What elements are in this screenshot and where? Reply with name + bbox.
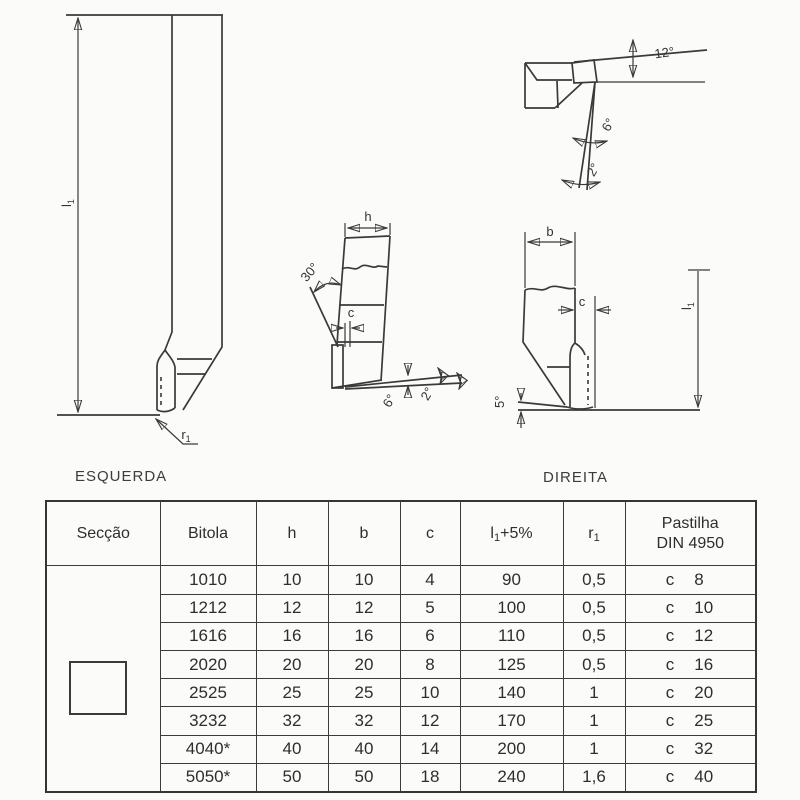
shank-right-edge bbox=[381, 236, 390, 381]
cell-pastilha: c 10 bbox=[625, 594, 756, 622]
angle-12-label: 12° bbox=[653, 43, 676, 62]
angle-2-label: 2° bbox=[583, 160, 603, 179]
header-b: b bbox=[328, 501, 400, 566]
cell-b: 12 bbox=[328, 594, 400, 622]
table-header-row bbox=[46, 501, 756, 566]
left-tool-drawing bbox=[40, 5, 260, 460]
angle-30-label: 30° bbox=[297, 259, 322, 285]
cell-pastilha: c 25 bbox=[625, 707, 756, 735]
header-pastilha: Pastilha DIN 4950 bbox=[625, 501, 756, 566]
cell-c: 10 bbox=[400, 679, 460, 707]
spec-table bbox=[45, 500, 757, 793]
angle-30-line bbox=[310, 287, 338, 347]
cell-b: 32 bbox=[328, 707, 400, 735]
cell-l1: 240 bbox=[460, 763, 563, 792]
cell-r1: 1,6 bbox=[563, 763, 625, 792]
cell-c: 12 bbox=[400, 707, 460, 735]
angle-6-arc bbox=[438, 368, 442, 384]
cell-bitola: 2525 bbox=[160, 679, 256, 707]
head-chamfer-lines bbox=[525, 63, 572, 80]
cell-pastilha: c 20 bbox=[625, 679, 756, 707]
cell-h: 20 bbox=[256, 651, 328, 679]
cell-h: 12 bbox=[256, 594, 328, 622]
shank-left-edge bbox=[165, 15, 172, 350]
angle-5-label: 5° bbox=[492, 395, 507, 408]
nose-arc bbox=[570, 343, 585, 368]
b-extension-lines bbox=[525, 232, 575, 288]
cell-pastilha: c 40 bbox=[625, 763, 756, 792]
c-dimension-label: c bbox=[347, 305, 355, 320]
break-line bbox=[342, 265, 387, 269]
insert-top-view bbox=[572, 60, 597, 83]
angle-6-label: 6° bbox=[598, 115, 618, 134]
cell-h: 50 bbox=[256, 763, 328, 792]
cell-bitola: 4040* bbox=[160, 735, 256, 763]
r1-leader-line bbox=[156, 419, 198, 444]
c-dimension-label: c bbox=[578, 294, 586, 309]
shank-right-edge bbox=[183, 15, 222, 410]
cell-pastilha: c 8 bbox=[625, 566, 756, 594]
shank-left-edge bbox=[523, 290, 565, 405]
cell-c: 18 bbox=[400, 763, 460, 792]
angle-5-line bbox=[518, 402, 567, 407]
insert-rectangle bbox=[332, 345, 343, 388]
esquerda-label: ESQUERDA bbox=[75, 468, 168, 485]
cell-r1: 1 bbox=[563, 735, 625, 763]
cell-c: 6 bbox=[400, 622, 460, 650]
cell-bitola: 3232 bbox=[160, 707, 256, 735]
cell-r1: 1 bbox=[563, 707, 625, 735]
cell-c: 8 bbox=[400, 651, 460, 679]
top-view-drawing bbox=[490, 25, 720, 200]
cell-l1: 100 bbox=[460, 594, 563, 622]
cell-bitola: 2020 bbox=[160, 651, 256, 679]
cell-b: 40 bbox=[328, 735, 400, 763]
header-seccao: Secção bbox=[46, 501, 160, 566]
l1-dimension-label: $l_1$ bbox=[59, 199, 76, 207]
angle-2-arc bbox=[562, 180, 600, 185]
header-bitola: Bitola bbox=[160, 501, 256, 566]
cell-pastilha: c 32 bbox=[625, 735, 756, 763]
cell-l1: 140 bbox=[460, 679, 563, 707]
cell-l1: 90 bbox=[460, 566, 563, 594]
cell-h: 32 bbox=[256, 707, 328, 735]
cell-h: 25 bbox=[256, 679, 328, 707]
header-c: c bbox=[400, 501, 460, 566]
shank-top-edge bbox=[345, 236, 390, 238]
rake-angle-line bbox=[574, 50, 707, 62]
b-dimension-label: b bbox=[546, 224, 554, 239]
cell-b: 50 bbox=[328, 763, 400, 792]
cell-pastilha: c 16 bbox=[625, 651, 756, 679]
shank-left-edge bbox=[337, 238, 345, 345]
h-dimension-label: h bbox=[364, 209, 372, 224]
cell-r1: 0,5 bbox=[563, 594, 625, 622]
insert-bottom bbox=[157, 408, 175, 412]
r1-label: $r_1$ bbox=[181, 427, 191, 444]
direita-label: DIREITA bbox=[543, 469, 609, 486]
cell-h: 10 bbox=[256, 566, 328, 594]
cell-l1: 170 bbox=[460, 707, 563, 735]
seccao-cell bbox=[46, 566, 160, 792]
cell-r1: 0,5 bbox=[563, 622, 625, 650]
cell-r1: 0,5 bbox=[563, 566, 625, 594]
header-r1: $r_1$ bbox=[563, 501, 625, 566]
cell-r1: 0,5 bbox=[563, 651, 625, 679]
break-line bbox=[525, 286, 575, 290]
cell-b: 16 bbox=[328, 622, 400, 650]
table-row bbox=[46, 566, 756, 594]
cell-bitola: 1212 bbox=[160, 594, 256, 622]
angle-6-label: 6° bbox=[379, 391, 399, 410]
cell-b: 25 bbox=[328, 679, 400, 707]
header-l1: $l_1+5\%$ bbox=[460, 501, 563, 566]
cell-h: 16 bbox=[256, 622, 328, 650]
cell-l1: 200 bbox=[460, 735, 563, 763]
right-tool-drawing bbox=[490, 210, 720, 440]
cell-c: 5 bbox=[400, 594, 460, 622]
cell-bitola: 5050* bbox=[160, 763, 256, 792]
cell-l1: 110 bbox=[460, 622, 563, 650]
h-extension-lines bbox=[345, 223, 390, 237]
insert-bottom bbox=[567, 407, 593, 409]
cell-l1: 125 bbox=[460, 651, 563, 679]
cell-b: 20 bbox=[328, 651, 400, 679]
cell-pastilha: c 12 bbox=[625, 622, 756, 650]
nose-right-side bbox=[165, 350, 175, 408]
header-h: h bbox=[256, 501, 328, 566]
cell-bitola: 1616 bbox=[160, 622, 256, 650]
cell-c: 4 bbox=[400, 566, 460, 594]
cell-bitola: 1010 bbox=[160, 566, 256, 594]
front-view-drawing bbox=[280, 195, 480, 415]
square-section-symbol bbox=[69, 661, 127, 715]
cell-h: 40 bbox=[256, 735, 328, 763]
head-internal-line bbox=[557, 81, 558, 108]
angle-2-label: 2° bbox=[417, 384, 437, 403]
l1-dimension-label: $l_1$ bbox=[679, 302, 696, 310]
cell-b: 10 bbox=[328, 566, 400, 594]
cell-c: 14 bbox=[400, 735, 460, 763]
c-extension-lines bbox=[345, 321, 350, 347]
cell-r1: 1 bbox=[563, 679, 625, 707]
angle-30-arc bbox=[314, 283, 341, 292]
